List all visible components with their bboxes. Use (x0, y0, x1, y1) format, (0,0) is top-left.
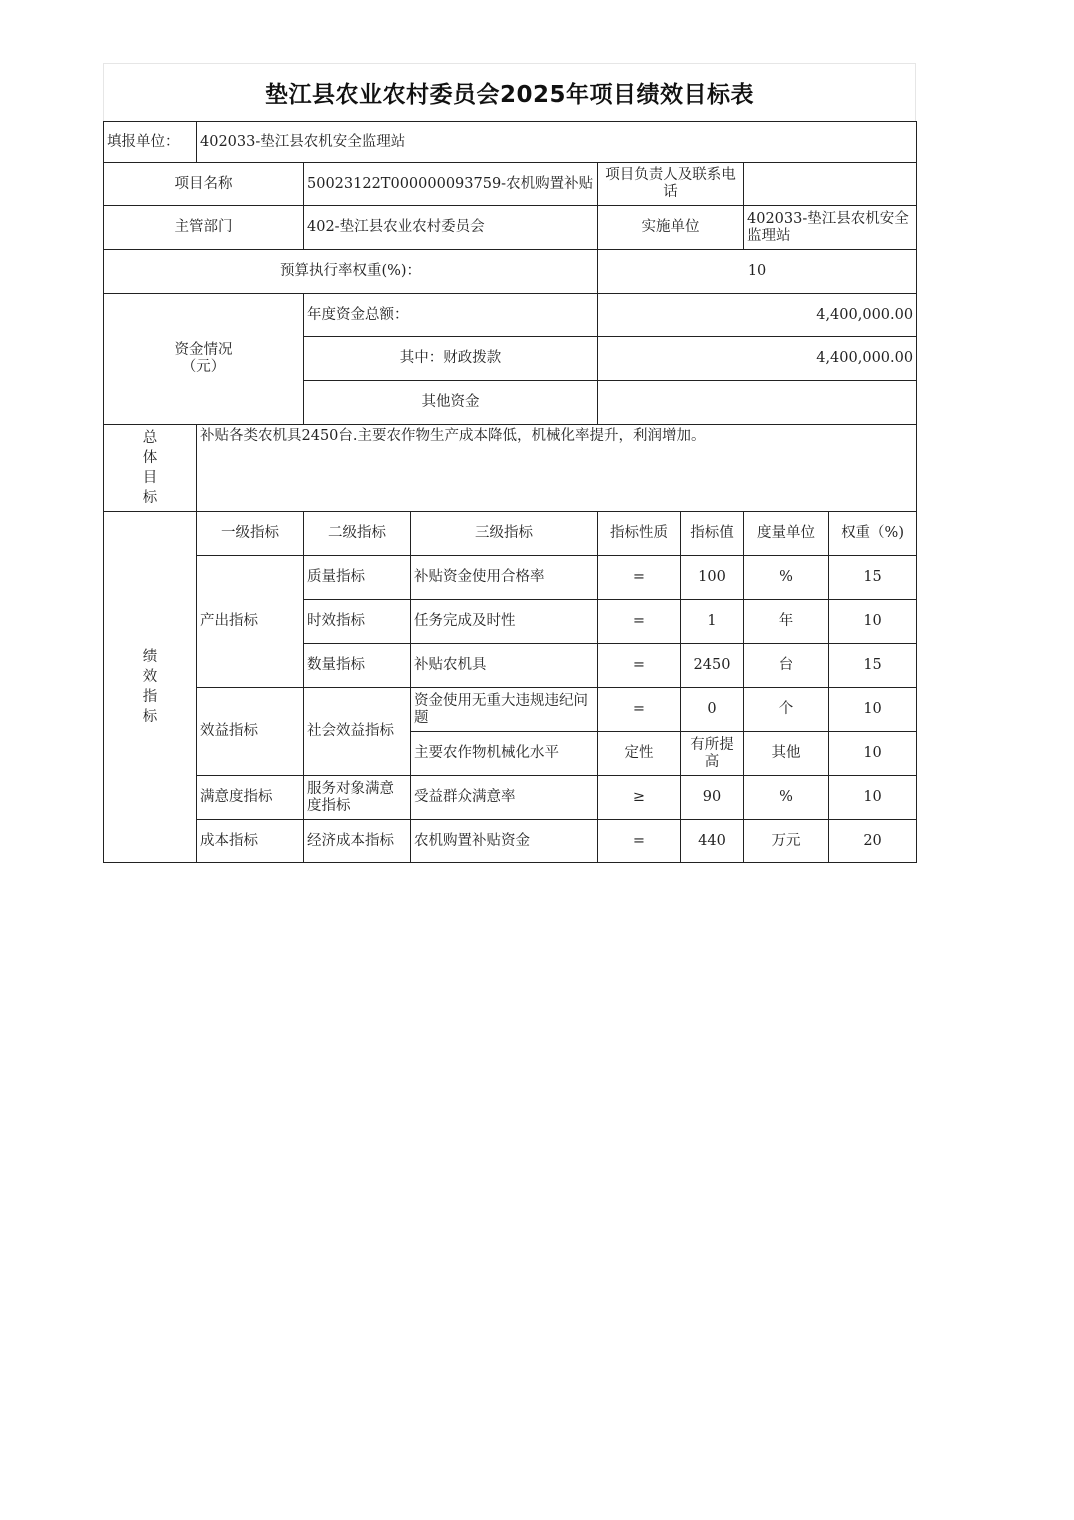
budget-row (104, 250, 917, 294)
goal-label (104, 425, 197, 512)
value-cell: 1 (681, 600, 744, 644)
project-name-value: 50023122T000000093759-农机购置补贴 (304, 163, 598, 206)
funds-fiscal-label: 其中：财政拨款 (304, 337, 598, 381)
unit-cell: 个 (744, 688, 829, 732)
funds-label (104, 294, 304, 425)
perf-header-row (104, 512, 917, 556)
perf-label-char: 效 (142, 669, 158, 685)
unit-value: 402033-垫江县农机安全监理站 (197, 122, 917, 163)
l2-quantity: 数量指标 (304, 644, 411, 688)
funds-other-label: 其他资金 (304, 381, 598, 425)
perf-label-char: 指 (142, 689, 158, 705)
weight-cell: 10 (829, 688, 917, 732)
nature-cell: = (598, 556, 681, 600)
weight-cell: 15 (829, 644, 917, 688)
budget-label: 预算执行率权重(%)： (104, 250, 598, 294)
funds-label-line2: （元） (181, 359, 226, 375)
unit-cell: % (744, 776, 829, 820)
unit-cell: 其他 (744, 732, 829, 776)
goal-label-char: 目 (142, 470, 158, 486)
l2-service: 服务对象满意度指标 (304, 776, 411, 820)
nature-cell: = (598, 600, 681, 644)
weight-cell: 20 (829, 820, 917, 863)
dept-label: 主管部门 (104, 206, 304, 250)
l2-economic: 经济成本指标 (304, 820, 411, 863)
dept-row (104, 206, 917, 250)
l2-timeliness: 时效指标 (304, 600, 411, 644)
unit-cell: % (744, 556, 829, 600)
unit-row (104, 122, 917, 163)
goal-label-char: 标 (142, 490, 158, 506)
value-cell: 0 (681, 688, 744, 732)
l2-social: 社会效益指标 (304, 688, 411, 776)
perf-label-char: 绩 (142, 649, 158, 665)
nature-cell: = (598, 644, 681, 688)
header-l2: 二级指标 (304, 512, 411, 556)
header-nature: 指标性质 (598, 512, 681, 556)
title-box (103, 63, 916, 121)
table-row (104, 556, 917, 600)
perf-label (104, 512, 197, 863)
funds-other-value (598, 381, 917, 425)
l3-cell: 任务完成及时性 (411, 600, 598, 644)
weight-cell: 15 (829, 556, 917, 600)
nature-cell: = (598, 688, 681, 732)
project-row (104, 163, 917, 206)
unit-label: 填报单位： (104, 122, 197, 163)
l3-cell: 受益群众满意率 (411, 776, 598, 820)
l3-cell: 补贴农机具 (411, 644, 598, 688)
weight-cell: 10 (829, 600, 917, 644)
value-cell: 100 (681, 556, 744, 600)
perf-label-char: 标 (142, 709, 158, 725)
budget-value: 10 (598, 250, 917, 294)
nature-cell: 定性 (598, 732, 681, 776)
funds-fiscal-value: 4,400,000.00 (598, 337, 917, 381)
unit-cell: 年 (744, 600, 829, 644)
impl-label: 实施单位 (598, 206, 744, 250)
l3-cell: 主要农作物机械化水平 (411, 732, 598, 776)
performance-sheet (103, 63, 916, 863)
value-cell: 2450 (681, 644, 744, 688)
impl-value: 402033-垫江县农机安全监理站 (744, 206, 917, 250)
project-name-label: 项目名称 (104, 163, 304, 206)
nature-cell: = (598, 820, 681, 863)
goal-row (104, 425, 917, 512)
contact-label: 项目负责人及联系电话 (598, 163, 744, 206)
l1-satisfaction: 满意度指标 (197, 776, 304, 820)
goal-text: 补贴各类农机具2450台.主要农作物生产成本降低，机械化率提升，利润增加。 (197, 425, 917, 512)
header-l1: 一级指标 (197, 512, 304, 556)
l3-cell: 资金使用无重大违规违纪问题 (411, 688, 598, 732)
goal-label-char: 体 (142, 450, 158, 466)
dept-value: 402-垫江县农业农村委员会 (304, 206, 598, 250)
l1-cost: 成本指标 (197, 820, 304, 863)
performance-table (103, 121, 917, 863)
value-cell: 440 (681, 820, 744, 863)
nature-cell: ≥ (598, 776, 681, 820)
contact-value (744, 163, 917, 206)
funds-total-label: 年度资金总额： (304, 294, 598, 337)
value-cell: 90 (681, 776, 744, 820)
unit-cell: 台 (744, 644, 829, 688)
header-unit: 度量单位 (744, 512, 829, 556)
l3-cell: 补贴资金使用合格率 (411, 556, 598, 600)
l1-output: 产出指标 (197, 556, 304, 688)
funds-label-line1: 资金情况 (174, 342, 233, 358)
table-row (104, 820, 917, 863)
header-value: 指标值 (681, 512, 744, 556)
funds-total-value: 4,400,000.00 (598, 294, 917, 337)
l3-cell: 农机购置补贴资金 (411, 820, 598, 863)
header-l3: 三级指标 (411, 512, 598, 556)
value-cell: 有所提高 (681, 732, 744, 776)
table-row (104, 688, 917, 732)
weight-cell: 10 (829, 776, 917, 820)
table-row (104, 776, 917, 820)
l2-quality: 质量指标 (304, 556, 411, 600)
page-title: 垫江县农业农村委员会2025年项目绩效目标表 (264, 82, 754, 108)
unit-cell: 万元 (744, 820, 829, 863)
header-weight: 权重（%) (829, 512, 917, 556)
funds-total-row (104, 294, 917, 337)
l1-benefit: 效益指标 (197, 688, 304, 776)
goal-label-char: 总 (142, 430, 158, 446)
weight-cell: 10 (829, 732, 917, 776)
